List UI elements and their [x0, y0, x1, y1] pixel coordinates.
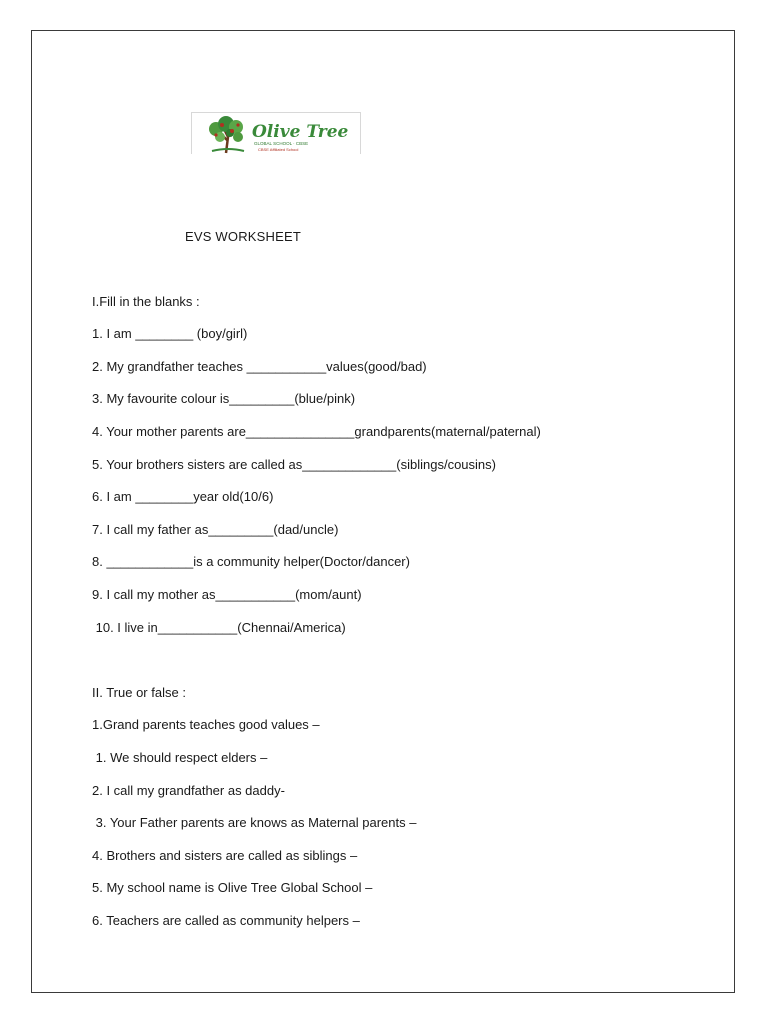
section-heading-true-false: II. True or false : — [92, 685, 186, 700]
true-false-item: 5. My school name is Olive Tree Global School – — [92, 880, 373, 895]
true-false-item: 2. I call my grandfather as daddy- — [92, 783, 285, 798]
fill-blank-item: 8. ____________is a community helper(Doctor/dancer) — [92, 554, 410, 569]
fill-blank-item: 5. Your brothers sisters are called as_____________(siblings/cousins) — [92, 457, 496, 472]
logo-brand-name: Olive Tree — [252, 122, 349, 142]
true-false-item: 6. Teachers are called as community helpers – — [92, 913, 360, 928]
true-false-item: 1.Grand parents teaches good values – — [92, 717, 320, 732]
fill-blank-item: 2. My grandfather teaches ___________values(good/bad) — [92, 359, 427, 374]
true-false-item: 4. Brothers and sisters are called as siblings – — [92, 848, 358, 863]
true-false-item: 3. Your Father parents are knows as Maternal parents – — [92, 815, 417, 830]
true-false-item: 1. We should respect elders – — [92, 750, 268, 765]
section-heading-fill-blanks: I.Fill in the blanks : — [92, 294, 200, 309]
fill-blank-item: 9. I call my mother as___________(mom/aunt) — [92, 587, 362, 602]
logo-tagline: CBSE Affiliated School — [258, 147, 299, 152]
fill-blank-item: 7. I call my father as_________(dad/uncle) — [92, 522, 339, 537]
fill-blank-item: 4. Your mother parents are_______________grandparents(maternal/paternal) — [92, 424, 541, 439]
fill-blank-item: 3. My favourite colour is_________(blue/pink) — [92, 391, 356, 406]
worksheet-title: EVS WORKSHEET — [185, 229, 302, 244]
olive-tree-icon — [192, 113, 361, 154]
fill-blank-item: 6. I am ________year old(10/6) — [92, 489, 274, 504]
school-logo — [191, 112, 361, 154]
fill-blank-item: 10. I live in___________(Chennai/America) — [92, 620, 346, 635]
fill-blank-item: 1. I am ________ (boy/girl) — [92, 326, 248, 341]
logo-sub-text: GLOBAL SCHOOL · CBSE — [254, 141, 309, 146]
